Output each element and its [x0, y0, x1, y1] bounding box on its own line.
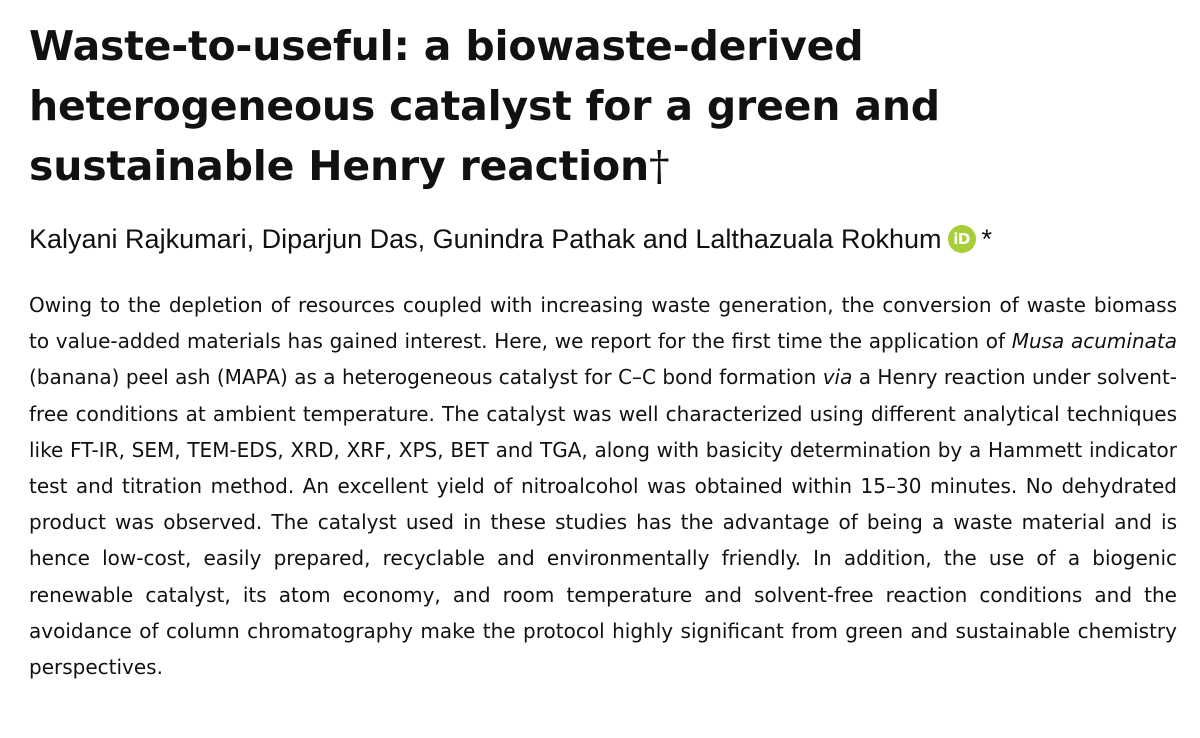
- title-line-3: [29, 136, 929, 196]
- title-line-2: heterogeneous catalyst for a green and: [29, 82, 940, 130]
- author-names: Kalyani Rajkumari, Diparjun Das, Gunindra Pathak and Lalthazuala Rokhum: [29, 224, 942, 254]
- abstract-species: Musa acuminata: [1011, 329, 1177, 354]
- abstract-part-3: a Henry reaction under solvent-free conditions at ambient temperature. The catalyst was well characterized using different analytical techniques like FT-IR, SEM, TEM-EDS, XRD, XRF, XPS, BET and TGA, along with basicity determination by a Hammett indicator test and titration method. An excellent yield of nitroalcohol was obtained within 15–30 minutes. No dehydrated product was observed. The catalyst used in these studies has the advantage of being a waste material and is hence low-cost, easily prepared, recyclable and environmentally friendly. In addition, the use of a biogenic renewable catalyst, its atom economy, and room temperature and solvent-free reaction conditions and the avoidance of column chromatography make the protocol highly significant from green and sustainable chemistry perspectives.: [29, 365, 1177, 680]
- abstract-text: [29, 287, 1177, 685]
- orcid-icon[interactable]: iD: [948, 225, 976, 253]
- article-title: [29, 16, 940, 196]
- abstract-part-1: Owing to the depletion of resources coupled with increasing waste generation, the conversion of waste biomass to value-added materials has gained interest. Here, we report for the first time the application of: [29, 293, 1177, 354]
- title-line-3-text: sustainable Henry reaction: [29, 142, 649, 190]
- footnote-dagger[interactable]: †: [649, 142, 670, 190]
- title-line-1: Waste-to-useful: a biowaste-derived: [29, 22, 864, 70]
- corresponding-author-mark: *: [981, 224, 993, 254]
- abstract-part-2: (banana) peel ash (MAPA) as a heterogeneous catalyst for C–C bond formation: [29, 365, 823, 390]
- article-header: [29, 16, 1177, 685]
- abstract-via: via: [822, 365, 853, 390]
- author-list: [29, 221, 1177, 257]
